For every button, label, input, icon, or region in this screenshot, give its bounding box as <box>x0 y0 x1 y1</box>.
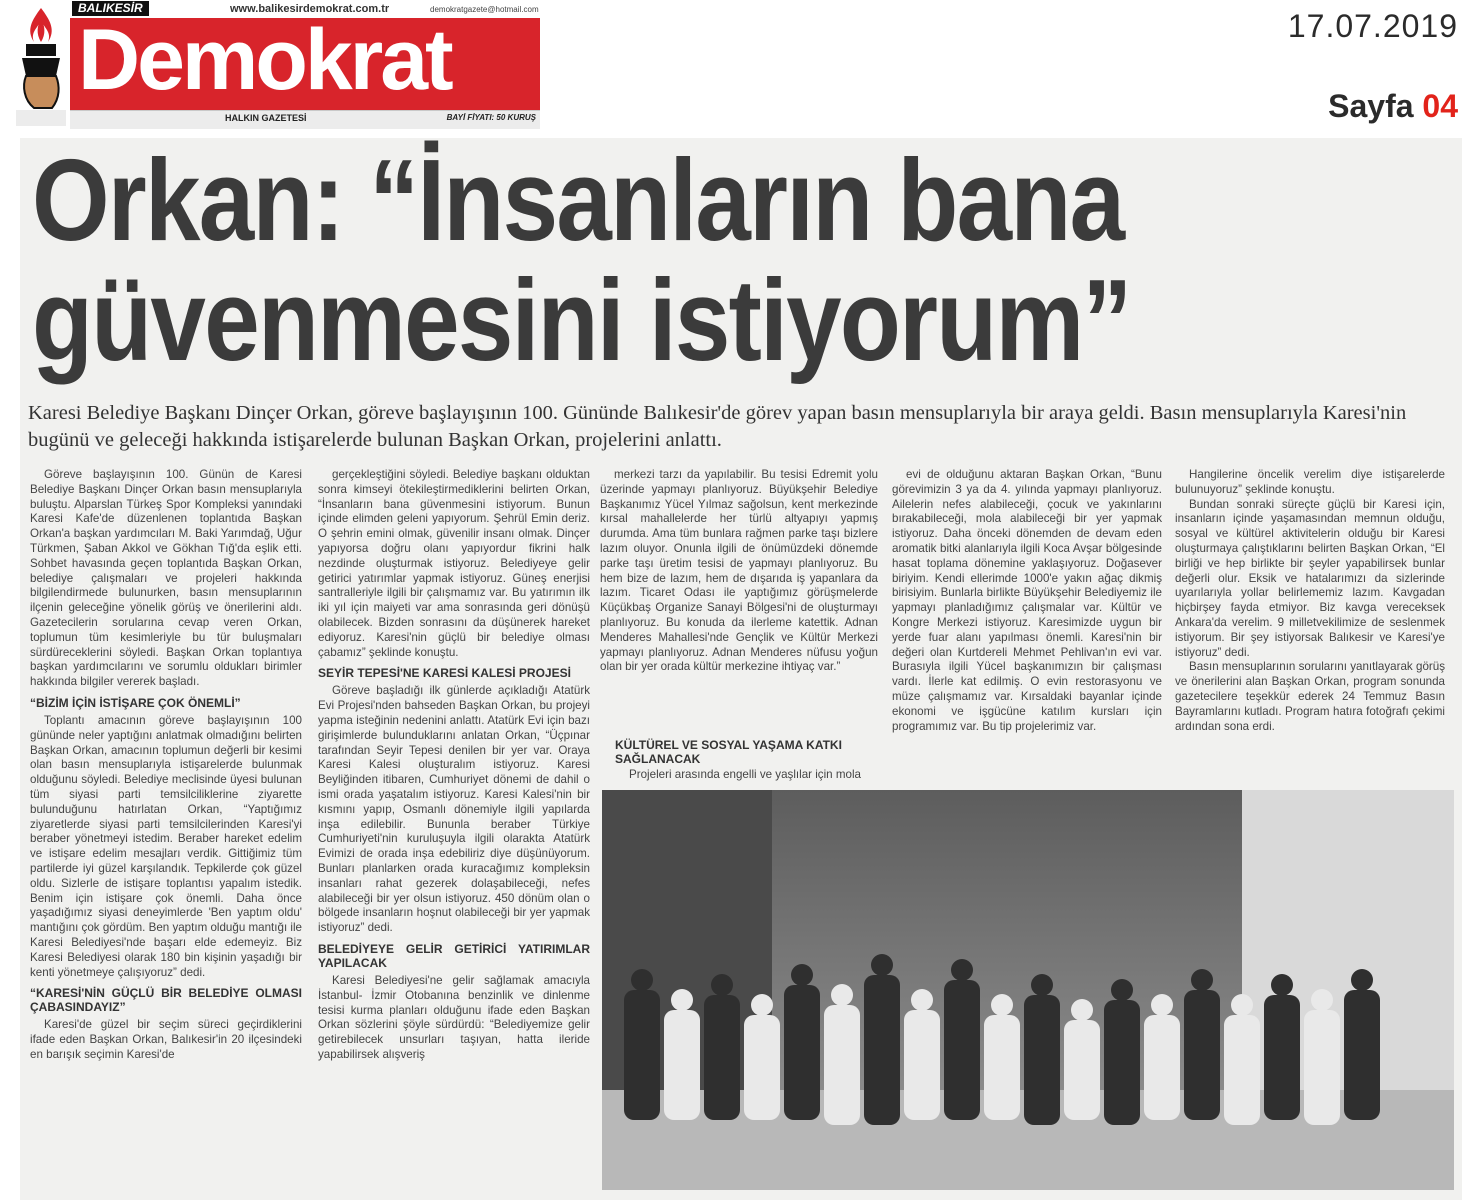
column-5 <box>1175 468 1445 734</box>
subheading: “KARESİ'NİN GÜÇLÜ BİR BELEDİYE OLMASI ÇABASINDAYIZ” <box>30 986 302 1015</box>
subheading: KÜLTÜREL VE SOSYAL YAŞAMA KATKI SAĞLANACAK <box>615 738 842 766</box>
email-link[interactable]: demokratgazete@hotmail.com <box>430 5 539 14</box>
column-1 <box>30 468 302 1063</box>
paragraph: Karesi'de güzel bir seçim süreci geçirdiklerini ifade eden Başkan Orkan, Balıkesir'in 20 ilçesindeki en barışık seçimin Karesi'de <box>30 1018 302 1061</box>
subsection-cultural <box>615 738 915 783</box>
paragraph: evi de olduğunu aktaran Başkan Orkan, “Bunu görevimizin 3 ya da 4. yılında yapmayı planlıyoruz. Ailelerin nefes alabileceği, çocuk ve yakınlarını bırakabileceği, mola alabileceği bir yer yapmak istiyoruz. Daha önceki dönemden de devam eden aromatik bitki alanlarıyla ilgili Koca Avşar bölgesinde hasat toplama dönemine yaklaşıyoruz. Doğasever biriyim. Kendi ellerimde 1000'e yakın ağaç dikmiş birisiyim. Bunlarla birlikte Büyükşehir Belediyemiz ile yapmayı planladığımız çalışmalar var. Kültür ve Kongre Merkezi istiyoruz. Karesimizde uygun bir yerde fuar alanı yapılması önemli. Karesi'nin bir değeri olan Kurtdereli Mehmet Pehlivan'ın evi var. Burasıyla ilgili Yücel başkanımızın bir çalışması vardı. İlerle kat edilmiş. O evin restorasyonu ve müze çalışmamız var. Kırsaldaki bayanlar içinde ekonomi ve işgücüne katılım kursları için programımız var. Bu tip projelerimiz var. <box>892 468 1162 733</box>
issue-date: 17.07.2019 <box>1287 8 1458 44</box>
paragraph: Toplantı amacının göreve başlayışının 100 gününde neler yaptığını anlatmak olmadığını belirten Başkan Orkan, amacının toplumun değerli bir kesimi olan basın mensuplarıyla istişarelerde bulunmak olduğunu söyledi. Belediye meclisinde üyesi bulunan tüm siyasi parti temsilciliklerine ziyarette bulunduğunu hatırlatan Orkan, “Yaptığımız ziyaretlerde siyasi parti temsilcilerinden Karesi'yi beraber yönetmeyi istedim. Beraber hareket edelim ve istişare edelim mesajları verdik. Gittiğimiz tüm partilerde iyi güzel karşılandık. Tepkilerde çok güzel oldu. Sizlerle de istişare toplantısı yapalım istedik. Benim için istişare çok önemli. Daha önce yaşadığımız siyasi deneyimlerde 'Ben yaptım oldu' mantığını çok gördüm. Ben yaptım olduğu mantığı ile Karesi Belediyesi'nde başarı elde edemeyiz. Biz Karesi Belediyesi olarak 180 bin kişinin yaşadığı bir kenti yönetmeye çalışıyoruz” dedi. <box>30 713 302 979</box>
paragraph: Basın mensuplarının sorularını yanıtlayarak görüş ve önerilerini alan Başkan Orkan, program sonunda gazetecilere teşekkür ederek 24 Temmuz Basın Bayramlarını kutladı. Program hatıra fotoğrafı çekimi ardından sona erdi. <box>1175 660 1445 733</box>
paragraph: Göreve başlayışının 100. Günün de Karesi Belediye Başkanı Dinçer Orkan basın mensuplarıyla buluştu. Alparslan Türkeş Spor Kompleksi yanındaki Karesi Kafe'de düzenlenen toplantıda Başkan Orkan'a başkan yardımcıları M. Baki Yarımdağ, Uğur Türkmen, Şaban Akkol ve Gökhan Tığ'da eşlik etti. Sohbet havasında geçen toplantıda Başkan Orkan, belediye çalışmaları ve projeleri hakkında bilgilendirmede bulunurken, basın mensuplarının ilçenin geleceğine yönelik görüş ve önerilerini aldı. Gazetecilerin sorularına cevap veren Orkan, toplumun tüm kesimleriyle bu tür buluşmaları sürdüreceklerini söyledi. Başkan Orkan toplantıya başkan yardımcılarını ve sorumlu oldukları birimler hakkında bilgiler vererek başladı. <box>30 468 302 689</box>
masthead-footer <box>70 110 540 129</box>
column-3 <box>600 468 878 675</box>
paragraph: Projeleri arasında engelli ve yaşlılar için mola <box>629 768 861 781</box>
masthead <box>12 2 540 128</box>
price-label: BAYİ FİYATI: 50 KURUŞ <box>446 113 536 122</box>
torch-icon <box>12 2 70 128</box>
group-photo <box>602 790 1454 1190</box>
lead-paragraph: Karesi Belediye Başkanı Dinçer Orkan, göreve başlayışının 100. Gününde Balıkesir'de görev yapan basın mensuplarıyla bir araya geldi. Basın mensuplarıyla Karesi'nin bugünü ve geleceği hakkında istişarelerde bulunan Başkan Orkan, projelerini anlattı. <box>28 402 1407 451</box>
column-4 <box>892 468 1162 734</box>
paragraph: Hangilerine öncelik verelim diye istişarelerde bulunuyoruz” şeklinde konuştu. <box>1175 468 1445 496</box>
paragraph: merkezi tarzı da yapılabilir. Bu tesisi Edremit yolu üzerinde yapmayı planlıyoruz. Büyükşehir Belediye Başkanımız Yücel Yılmaz sağolsun, kent merkezinde kırsal mahallelerde her türlü altyapıyı yapmış durumda. Ama tüm bunlara rağmen parke taşı bizlere lazım oluyor. Onunla ilgili de önümüzdeki dönemde parke taşı üretim tesisi de yapmayı planlıyoruz. Bu hem bize de lazım, hem de dışarıda iş yapanlara da lazım. Ticaret Odası ile yaptığımız görüşmelerde Küçükbaş Organize Sanayi Bölgesi'ni de oluşturmayı planlıyoruz. Bu konuda da ilerleme katettik. Adnan Menderes Mahallesi'nde Gençlik ve Kültür Merkezi yapmayı planlıyoruz. Adnan Menderes nüfusu yoğun olan bir yer orada kültür merkezine ihtiyaç var.” <box>600 468 878 674</box>
city-label: BALIKESİR <box>72 1 149 16</box>
paragraph: Karesi Belediyesi'ne gelir sağlamak amacıyla İstanbul- İzmir Otobanına benzinlik ve dinlenme tesisi kurma planları olduğunu ifade eden Başkan Orkan sözlerini şöyle sürdürdü: “Belediyemize gelir getirebilecek unsurları taşıyan, hatta ileride yapabilirsek alışveriş <box>318 973 590 1061</box>
paragraph: gerçekleştiğini söyledi. Belediye başkanı olduktan sonra kimseyi ötekileştirmediklerini belirten Orkan, “İnsanların bana güvenmesini istiyorum. Bunun içinde elimden geleni yapıyorum. Şehrül Emin deriz. O şehrin emini olmak, güvenilir insanı olmak. Dinçer yapıyorsa doğru olanı yapıyordur fikrini halk nezdinde oluşturmak istiyoruz. Belediyeye gelir getirici yatırımlar yapmak istiyoruz. Güneş enerjisi santralleriyle ilgili bir çalışmamız var. Bu yatırımın ilk iki yıl için maiyeti var ama sonrasında geri dönüşü olabilecek. Bizden sonrasını da düşünerek hareket ediyoruz. Karesi'nin güçlü bir belediye olması çabamız” şeklinde konuştu. <box>318 468 590 659</box>
subheading: SEYİR TEPESİ'NE KARESİ KALESİ PROJESİ <box>318 666 571 681</box>
paragraph: Bundan sonraki süreçte güçlü bir Karesi için, insanların içinde yaşamasından memnun olduğu, sosyal ve kültürel aktivitelerin olduğu bir Karesi oluşturmaya çalıştıklarını belirten Başkan Orkan, “El birliği ve hep birlikte bir şeyler yapabilirsek bunlar değerli olur. Eksik ve hatalarımızı da sizlerinde uyarılarıyla yollar belirlememiz lazım. Kavgadan hiçbirşey fayda etmiyor. Biz kavga vereceksek Ankara'da verelim. 9 milletvekilimize de seslenmek istiyorum. Bir şey istiyorsak Balıkesir ve Karesi'ye istiyoruz” dedi. <box>1175 497 1445 659</box>
page-word: Sayfa <box>1328 88 1414 124</box>
article-clipping <box>20 135 1462 1200</box>
subheading: BELEDİYEYE GELİR GETİRİCİ YATIRIMLAR YAPILACAK <box>318 941 590 970</box>
page-label <box>1328 88 1458 125</box>
paragraph: Göreve başladığı ilk günlerde açıkladığı Atatürk Evi Projesi'nden bahseden Başkan Orkan, bu projeyi yapma isteğinin nedenini anlattı. Atatürk Evi için bazı girişimlerde bulunduklarını anlatan Orkan, “Üçpınar tarafından Seyir Tepesi denilen bir yer var. Oraya Karesi Kalesi oluşturalım istiyoruz. Karesi Beyliğinden itibaren, Cumhuriyet dönemi de dahil o ismi orada yaşatalım istiyoruz. Karesi Kalesi'nin bir kısmını yapıp, Osmanlı dönemiyle ilgili yapılarda inşa edilebilir. Bununla beraber Türkiye Cumhuriyeti'nin kuruluşuyla ilgili olarakta Atatürk Evimizi de orada inşa edebiliriz diye düşünüyorum. Bunları planlarken orada kuracağımız kompleksin insanları rahat gezerek dolaşabileceği, nefes alabileceği bir yer olsun istiyoruz. 450 dönüm olan o bölgede insanların hoşnut olabileceği bir yer yapmak istiyoruz” dedi. <box>318 684 590 935</box>
page-number: 04 <box>1422 88 1458 124</box>
slogan: HALKIN GAZETESİ <box>225 113 307 123</box>
headline: Orkan: “İnsanların bana güvenmesini istiyorum” <box>32 135 1131 385</box>
column-2 <box>318 468 590 1063</box>
website-link[interactable]: www.balikesirdemokrat.com.tr <box>230 3 390 15</box>
newspaper-name: Demokrat <box>78 12 451 108</box>
masthead-banner <box>70 12 540 110</box>
subheading: “BİZİM İÇİN İSTİŞARE ÇOK ÖNEMLİ” <box>30 695 241 710</box>
